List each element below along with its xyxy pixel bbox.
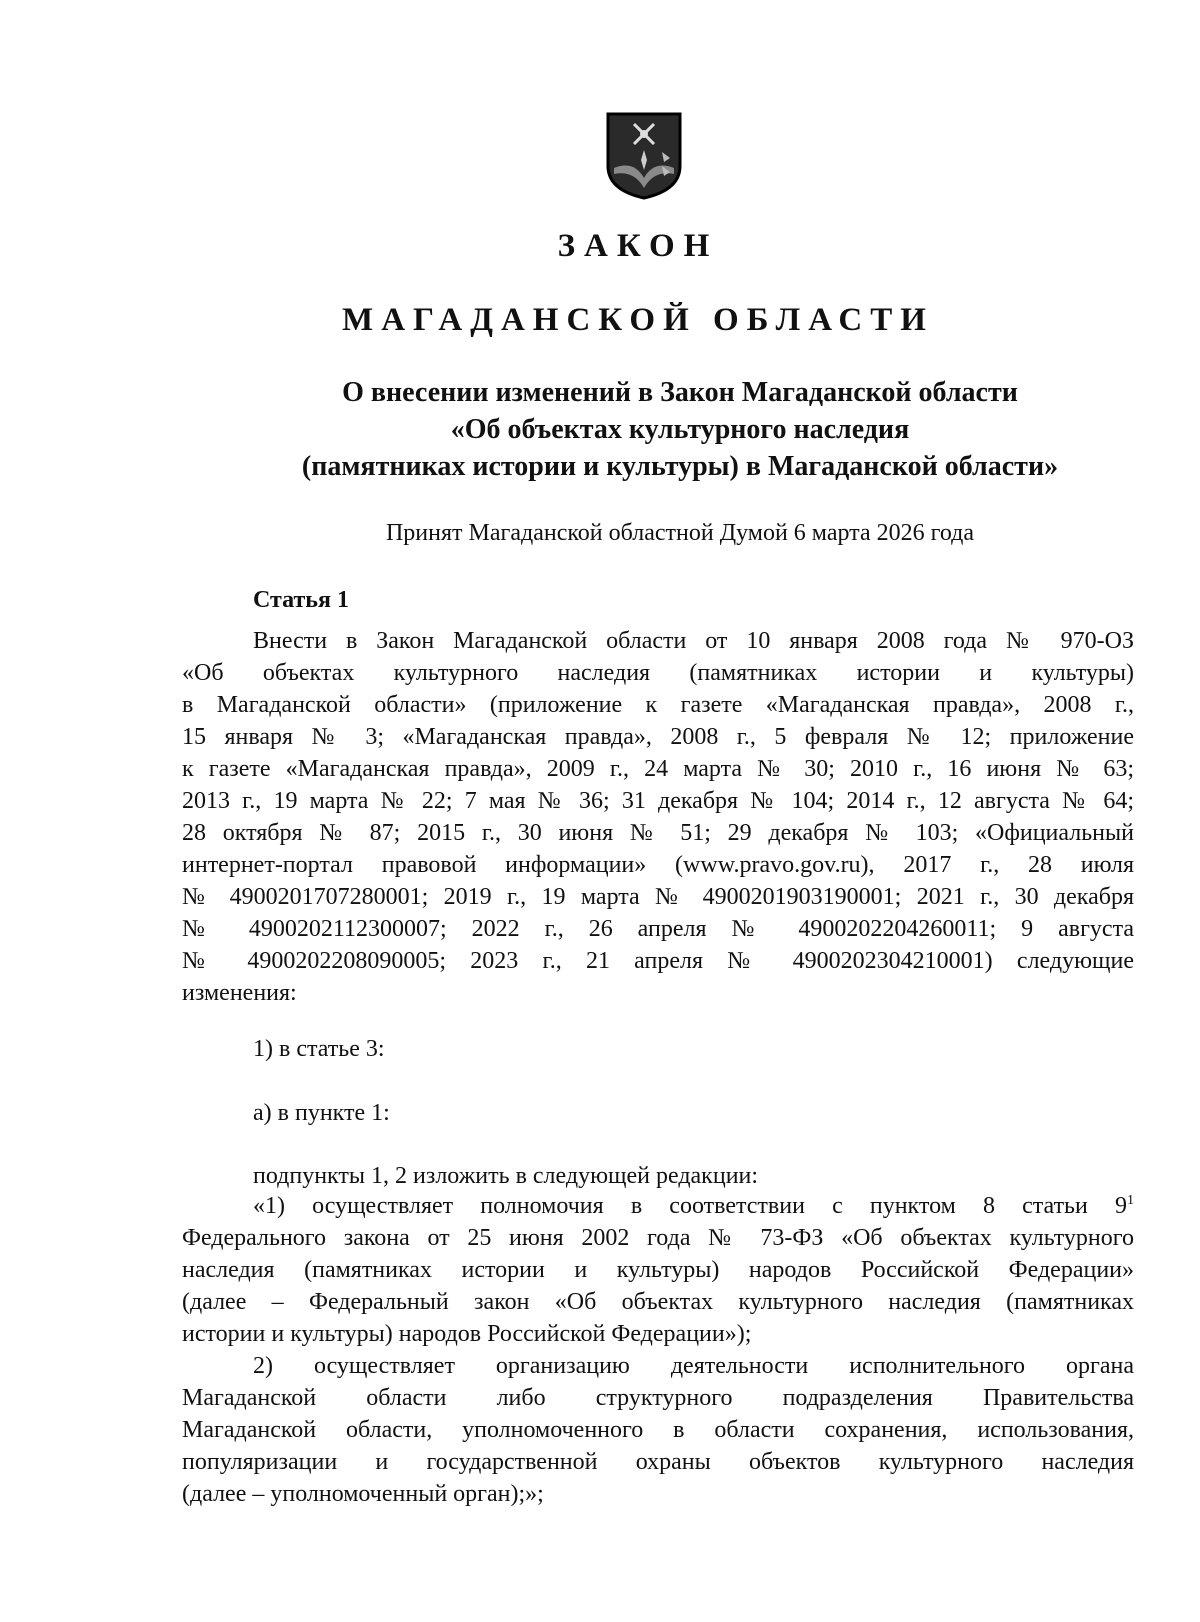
coat-of-arms-emblem [604, 110, 684, 200]
paragraph-line: «Об объектах культурного наследия (памятниках истории и культуры) [182, 660, 1134, 686]
subitem-1-paragraph [182, 1190, 1134, 1350]
paragraph-line: в Магаданской области» (приложение к газете «Магаданская правда», 2008 г., [182, 692, 1134, 718]
paragraph-line: 2013 г., 19 марта № 22; 7 мая № 36; 31 декабря № 104; 2014 г., 12 августа № 64; [182, 788, 1134, 814]
paragraph-line [182, 1190, 1134, 1222]
subject-line: О внесении изменений в Закон Магаданской области [342, 377, 1018, 408]
paragraph-line: изменения: [182, 980, 297, 1006]
paragraph-line: (далее – Федеральный закон «Об объектах культурного наследия (памятниках [182, 1289, 1134, 1315]
paragraph-line: к газете «Магаданская правда», 2009 г., 24 марта № 30; 2010 г., 16 июня № 63; [182, 756, 1134, 782]
paragraph-line: № 4900202112300007; 2022 г., 26 апреля № 4900202204260011; 9 августа [182, 916, 1134, 942]
paragraph-line: популяризации и государственной охраны объектов культурного наследия [182, 1449, 1134, 1475]
subitem-2-paragraph [182, 1350, 1134, 1510]
paragraph-line: 2) осуществляет организацию деятельности исполнительного органа [253, 1353, 1134, 1379]
paragraph-line: Внести в Закон Магаданской области от 10 января 2008 года № 970-ОЗ [253, 628, 1134, 654]
subject-line: «Об объектах культурного наследия [450, 414, 910, 445]
paragraph-line: Федерального закона от 25 июня 2002 года № 73-ФЗ «Об объектах культурного [182, 1225, 1134, 1251]
subitem-1-first-line: «1) осуществляет полномочия в соответствии с пунктом 8 статьи 9 [253, 1193, 1127, 1219]
item-a: а) в пункте 1: [253, 1100, 390, 1126]
item-1: 1) в статье 3: [253, 1036, 385, 1062]
paragraph-line: (далее – уполномоченный орган);»; [182, 1481, 544, 1507]
paragraph-line: 15 января № 3; «Магаданская правда», 2008 г., 5 февраля № 12; приложение [182, 724, 1134, 750]
paragraph-line: Магаданской области либо структурного подразделения Правительства [182, 1385, 1134, 1411]
paragraph-line: интернет-портал правовой информации» (www.pravo.gov.ru), 2017 г., 28 июля [182, 852, 1134, 878]
subitems-intro: подпункты 1, 2 изложить в следующей редакции: [253, 1163, 759, 1189]
paragraph-line: № 4900202208090005; 2023 г., 21 апреля № 4900202304210001) следующие [182, 948, 1134, 974]
paragraph-line: Магаданской области, уполномоченного в области сохранения, использования, [182, 1417, 1134, 1443]
law-title: ЗАКОН [557, 228, 719, 264]
paragraph-line: наследия (памятниках истории и культуры) народов Российской Федерации» [182, 1257, 1134, 1283]
region-title: МАГАДАНСКОЙ ОБЛАСТИ [342, 302, 934, 338]
adoption-note: Принят Магаданской областной Думой 6 марта 2026 года [385, 520, 975, 546]
paragraph-line: истории и культуры) народов Российской Федерации»); [182, 1321, 752, 1347]
law-subject [160, 374, 1200, 485]
article-heading: Статья 1 [253, 587, 349, 613]
paragraph-line: 28 октября № 87; 2015 г., 30 июня № 51; 29 декабря № 103; «Официальный [182, 820, 1134, 846]
article-intro-paragraph [182, 625, 1134, 1009]
paragraph-line: № 4900201707280001; 2019 г., 19 марта № 4900201903190001; 2021 г., 30 декабря [182, 884, 1134, 910]
superscript: 1 [1127, 1193, 1134, 1208]
subject-line: (памятниках истории и культуры) в Магаданской области» [301, 451, 1059, 482]
